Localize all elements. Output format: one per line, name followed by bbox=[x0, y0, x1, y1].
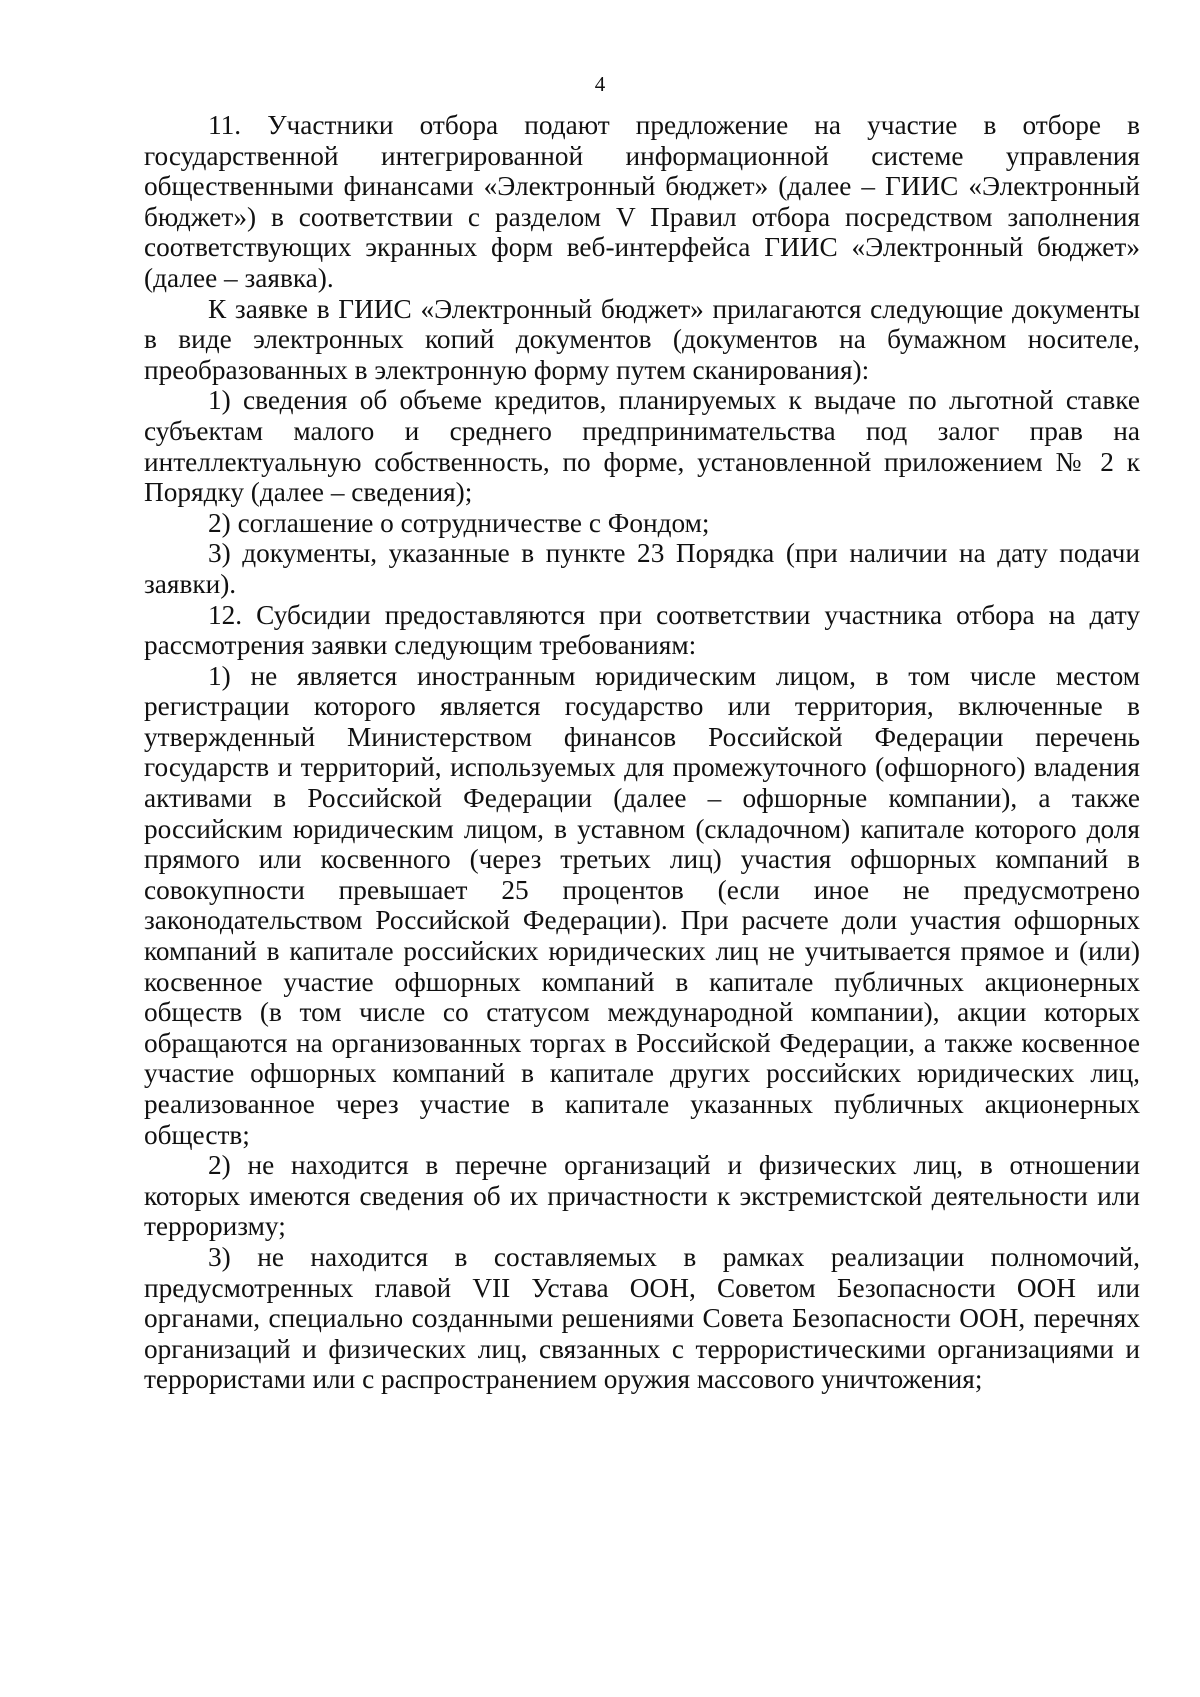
paragraph-attachment-3: 3) документы, указанные в пункте 23 Порядка (при наличии на дату подачи заявки). bbox=[144, 538, 1140, 599]
paragraph-requirement-2: 2) не находится в перечне организаций и физических лиц, в отношении которых имеются сведения об их причастности к экстремистской деятельности или терроризму; bbox=[144, 1150, 1140, 1242]
paragraph-attachment-2: 2) соглашение о сотрудничестве с Фондом; bbox=[208, 507, 710, 538]
paragraph-requirement-3: 3) не находится в составляемых в рамках реализации полномочий, предусмотренных главой VII Устава ООН, Советом Безопасности ООН или органами, специально созданными решениями Совета Безопасности ООН, перечнях организаций и физических лиц, связанных с террористическими организациями и террористами или с распространением оружия массового уничтожения; bbox=[144, 1241, 1140, 1395]
paragraph-12: 12. Субсидии предоставляются при соответствии участника отбора на дату рассмотрения заявки следующим требованиям: bbox=[144, 599, 1140, 661]
paragraph-11: 11. Участники отбора подают предложение на участие в отборе в государственной интегрированной информационной системе управления общественными финансами «Электронный бюджет» (далее – ГИИС «Электронный бюджет») в соответствии с разделом V Правил отбора посредством заполнения соответствующих экранных форм веб-интерфейса ГИИС «Электронный бюджет» (далее – заявка). bbox=[144, 110, 1140, 293]
paragraph-requirement-1: 1) не является иностранным юридическим лицом, в том числе местом регистрации которого является государство или территория, включенные в утвержденный Министерством финансов Российской Федерации перечень государств и территорий, используемых для промежуточного (офшорного) владения активами в Российской Федерации (далее – офшорные компании), а также российским юридическим лицом, в уставном (складочном) капитале которого доля прямого или косвенного (через третьих лиц) участия офшорных компаний в совокупности превышает 25 процентов (если иное не предусмотрено законодательством Российской Федерации). При расчете доли участия офшорных компаний в капитале российских юридических лиц не учитывается прямое и (или) косвенное участие офшорных компаний в капитале публичных акционерных обществ (в том числе со статусом международной компании), акции которых обращаются на организованных торгах в Российской Федерации, а также косвенное участие офшорных компаний в капитале других российских юридических лиц, реализованное через участие в капитале указанных публичных акционерных обществ; bbox=[144, 660, 1140, 1150]
document-body bbox=[144, 110, 1140, 1395]
paragraph-attachments-intro: К заявке в ГИИС «Электронный бюджет» прилагаются следующие документы в виде электронных копий документов (документов на бумажном носителе, преобразованных в электронную форму путем сканирования): bbox=[144, 293, 1140, 385]
page-number: 4 bbox=[594, 72, 606, 96]
paragraph-attachment-1: 1) сведения об объеме кредитов, планируемых к выдаче по льготной ставке субъектам малого и среднего предпринимательства под залог прав на интеллектуальную собственность, по форме, установленной приложением № 2 к Порядку (далее – сведения); bbox=[144, 385, 1140, 508]
